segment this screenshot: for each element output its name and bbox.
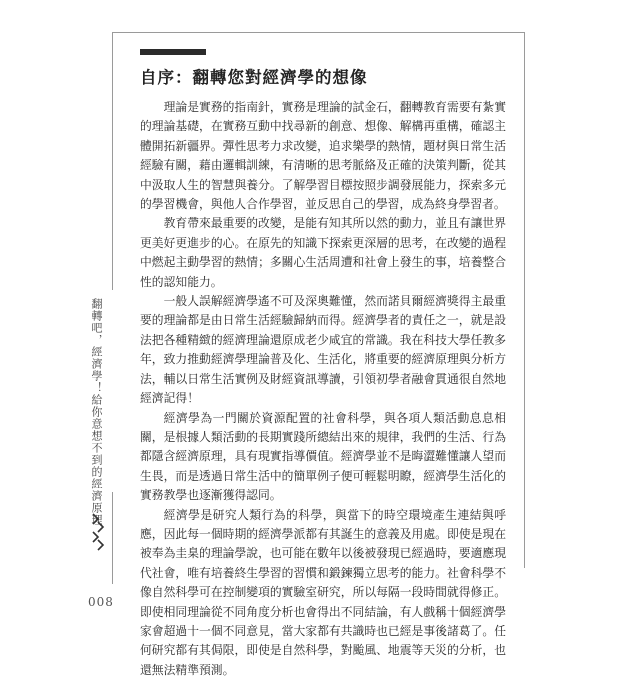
frame-line-top <box>112 32 524 33</box>
paragraph: 一般人誤解經濟學遙不可及深奧難懂，然而諾貝爾經濟獎得主最重要的理論都是由日常生活經驗歸納而得。經濟學者的責任之一，就是設法把各種精緻的經濟理論還原成老少咸宜的常識。我在科技大學任教多年，致力推動經濟學理論普及化、生活化，將重要的經濟原理與分析方法，輔以日常生活實例及財經資訊導讀，引領初學者融會貫通很自然地經濟記得！ <box>140 294 506 406</box>
paragraph: 經濟學是研究人類行為的科學，與當下的時空環境產生連結與呼應，因此每一個時期的經濟學派都有其誕生的意義及用處。即使是現在被奉為圭臬的理論學說，也可能在數年以後被發現已經過時，要適應現代社會，唯有培養終生學習的習慣和鍛鍊獨立思考的能力。社會科學不像自然科學可在控制變項的實驗室研究，所以每隔一段時間就得修正。即使相同理論從不同角度分析也會得出不同結論，有人戲稱十個經濟學家會超過十一個不同意見，當大家都有共識時也已經是事後諸葛了。任何研究都有其侷限，即使是自然科學，對颱風、地震等天災的分析，也還無法精準預測。 <box>140 507 506 677</box>
body-text <box>140 98 506 680</box>
section-title: 自序：翻轉您對經濟學的想像 <box>140 68 368 87</box>
title-bar <box>140 49 206 55</box>
frame-line-left-lower <box>112 492 113 584</box>
zigzag-ornament-icon <box>91 512 105 552</box>
page-number: 008 <box>88 595 114 609</box>
frame-line-right <box>524 32 525 568</box>
paragraph: 經濟學為一門關於資源配置的社會科學，與各項人類活動息息相關，是根據人類活動的長期實踐所總結出來的規律，我們的生活、行為都隱含經濟原理，具有現實指導價值。經濟學並不是晦澀難懂讓人望而生畏，而是透過日常生活中的簡單例子便可輕鬆明瞭，經濟學生活化的實務教學也逐漸獲得認同。 <box>140 410 506 503</box>
paragraph: 理論是實務的指南針，實務是理論的試金石，翻轉教育需要有紮實的理論基礎，在實務互動中找尋新的創意、想像、解構再重構，確認主體開拓新疆界。彈性思考力求改變，追求樂學的熱情，題材與日常生活經驗有關，藉由邏輯訓練，有清晰的思考脈絡及正確的決策判斷，從其中汲取人生的智慧與養分。了解學習目標按照步調發展能力，探索多元的學習機會，與他人合作學習，並反思自己的學習，成為終身學習者。 <box>140 100 506 212</box>
side-book-title: 翻轉吧，經濟學！給你意想不到的經濟原理 <box>90 298 103 526</box>
paragraph: 教育帶來最重要的改變，是能有知其所以然的動力，並且有讓世界更美好更進步的心。在原先的知識下探索更深層的思考，在改變的過程中燃起主動學習的熱情；多關心生活周遭和社會上發生的事，培養整合性的認知能力。 <box>140 216 506 289</box>
frame-line-left-upper <box>112 32 113 290</box>
